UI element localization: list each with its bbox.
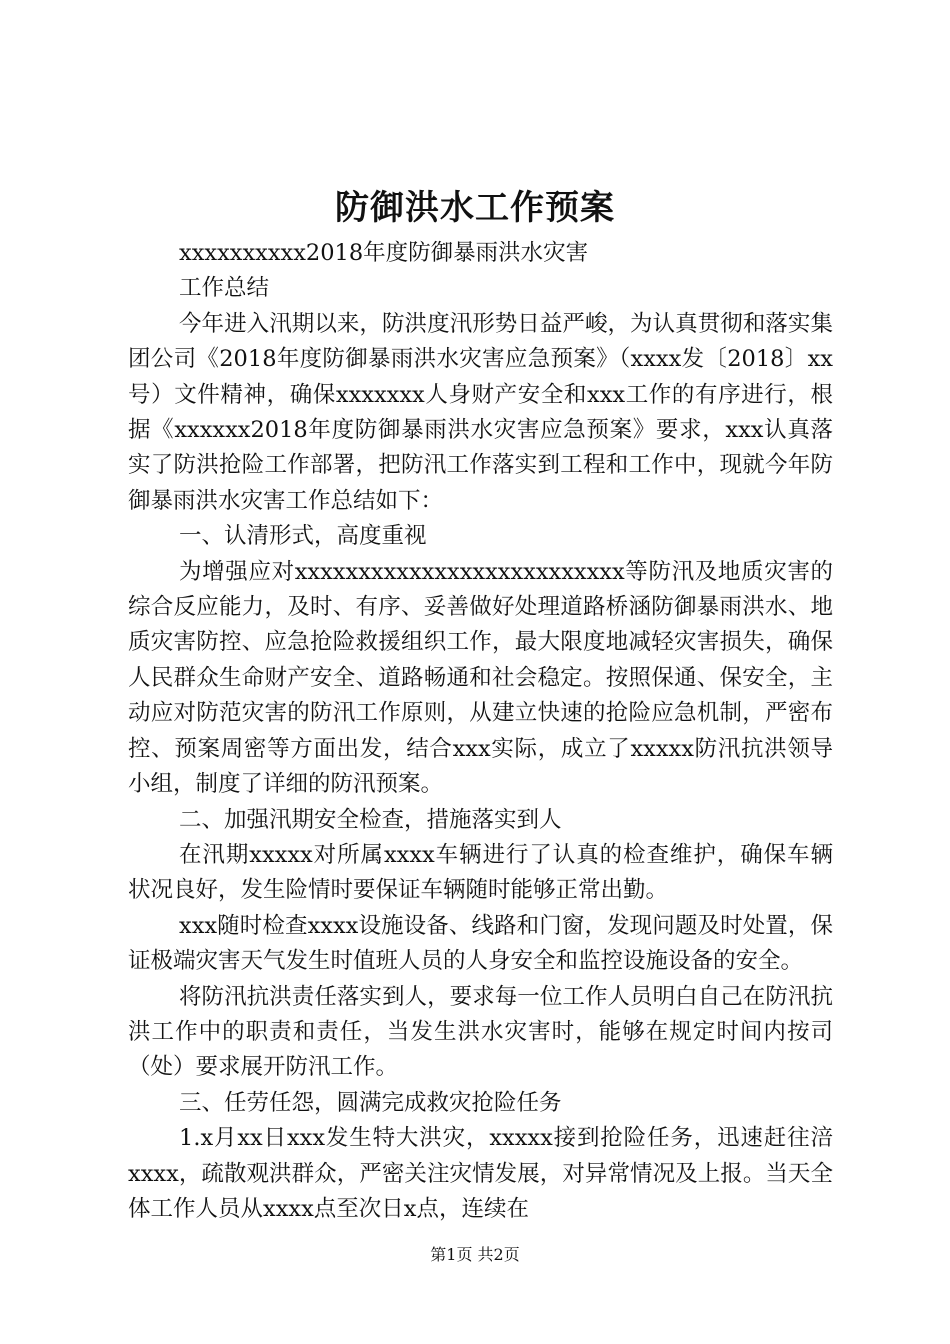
document-body: [128, 236, 833, 1227]
subtitle-line-2: 工作总结: [179, 275, 270, 302]
section-heading-3: 三、任劳任怨，圆满完成救灾抢险任务: [179, 1089, 562, 1116]
paragraph-facilities: xxx随时检查xxxx设施设备、线路和门窗，发现问题及时处置，保证极端灾害天气发生时值班人员的人身安全和监控设施设备的安全。: [128, 912, 833, 975]
paragraph-responsibility: 将防汛抗洪责任落实到人，要求每一位工作人员明白自己在防汛抗洪工作中的职责和责任，当发生洪水灾害时，能够在规定时间内按司（处）要求展开防汛工作。: [128, 983, 833, 1081]
paragraph-rescue: 1.x月xx日xxx发生特大洪灾，xxxxx接到抢险任务，迅速赶往涪xxxx，疏散观洪群众，严密关注灾情发展，对异常情况及上报。当天全体工作人员从xxxx点至次日x点，连续在: [128, 1125, 833, 1222]
page-title: 防御洪水工作预案: [335, 188, 615, 228]
paragraph-section-1: 为增强应对xxxxxxxxxxxxxxxxxxxxxxxxxx等防汛及地质灾害的综合反应能力，及时、有序、妥善做好处理道路桥涵防御暴雨洪水、地质灾害防控、应急抢险救援组织工作，最大限度地减轻灾害损失，确保人民群众生命财产安全、道路畅通和社会稳定。按照保通、保安全，主动应对防范灾害的防汛工作原则，从建立快速的抢险应急机制，严密布控、预案周密等方面出发，结合xxx实际，成立了xxxxx防汛抗洪领导小组，制度了详细的防汛预案。: [128, 558, 833, 798]
paragraph-vehicles: 在汛期xxxxx对所属xxxx车辆进行了认真的检查维护，确保车辆状况良好，发生险情时要保证车辆随时能够正常出勤。: [128, 841, 833, 904]
section-heading-2: 二、加强汛期安全检查，措施落实到人: [179, 806, 562, 833]
paragraph-intro: 今年进入汛期以来，防洪度汛形势日益严峻，为认真贯彻和落实集团公司《2018年度防御暴雨洪水灾害应急预案》（xxxx发〔2018〕xx号）文件精神，确保xxxxxxx人身财产安全和xxx工作的有序进行，根据《xxxxxx2018年度防御暴雨洪水灾害应急预案》要求，xxx认真落实了防洪抢险工作部署，把防汛工作落实到工程和工作中，现就今年防御暴雨洪水灾害工作总结如下：: [128, 310, 833, 514]
subtitle-line: xxxxxxxxxx2018年度防御暴雨洪水灾害: [179, 240, 589, 266]
section-heading-1: 一、认清形式，高度重视: [179, 523, 427, 550]
page-number: 第1页 共2页: [430, 1245, 520, 1264]
